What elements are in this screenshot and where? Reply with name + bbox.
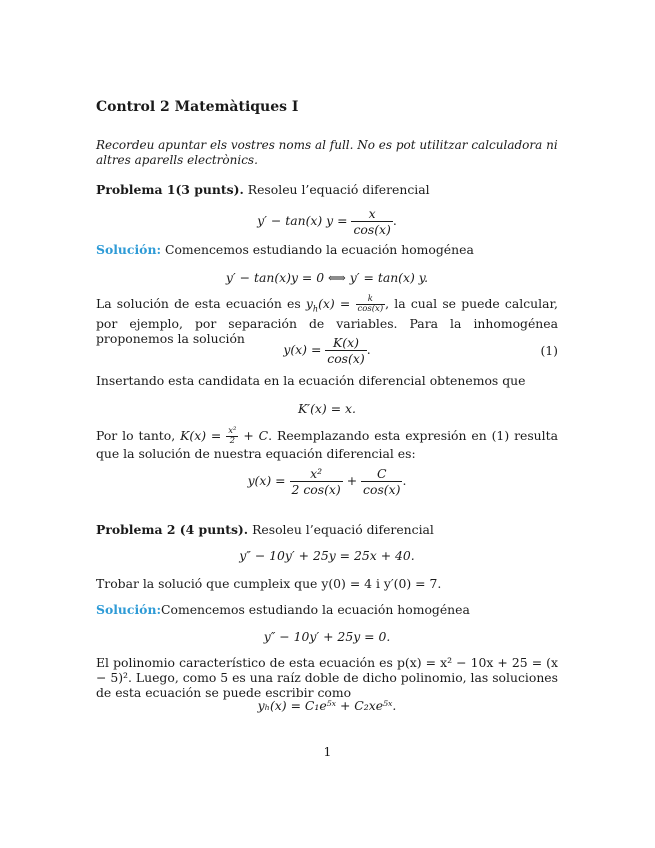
p1-k-num: x² — [228, 426, 237, 436]
p1-final-num1: x² — [310, 466, 323, 481]
problem1-final-solution: y(x) = $\frac{\text{x²}}{2 \cos(x)}$ + $\frac{C}{\cos(x)}$ . — [247, 466, 407, 497]
problem1-solution-text: Comencemos estudiando la ecuación homogénea — [164, 242, 474, 257]
p1-final-plus: + — [346, 473, 358, 488]
p1-k-lhs: K(x) = — [180, 428, 222, 443]
problem1-eq-fraction — [351, 206, 392, 237]
problem2-equation: y″ − 10y′ + 25y = 25x + 40. — [239, 548, 415, 563]
problem1-homogeneous-eq: y′ − tan(x)y = 0 ⟺ y′ = tan(x) y. — [225, 270, 429, 285]
p1-ansatz-num: K(x) — [333, 335, 359, 350]
problem1-heading: Problema 1(3 punts). — [96, 182, 244, 197]
problem1-eq-den: cos(x) — [353, 222, 391, 237]
p1-yh-num: k — [367, 294, 373, 304]
p1-final-fraction-1 — [290, 466, 343, 497]
problem2-paragraph-1: El polinomio característico de esta ecuación es p(x) = x² − 10x + 25 = (x − 5)². Luego, como 5 es una raíz doble de dicho polinomio, las soluciones de esta ecuación se puede escribir como — [96, 655, 558, 700]
p1-yh-den: cos(x) — [357, 304, 384, 314]
problem2-heading: Problema 2 (4 punts). — [96, 522, 249, 537]
problem1-statement — [96, 182, 558, 197]
p1-final-den2: cos(x) — [363, 482, 401, 497]
p1-k-den: 2 — [226, 436, 238, 446]
p1-final-num2: C — [377, 466, 387, 481]
p1-text1b: , la cual se puede calcular, por ejemplo, por separación de variables. Para la inhomogénea proponemos la solución — [96, 296, 558, 347]
problem1-text: Resoleu l’equació diferencial — [247, 182, 430, 197]
problem2-text: Resoleu l’equació diferencial — [252, 522, 434, 537]
problem1-paragraph-2: Insertando esta candidata en la ecuación diferencial obtenemos que — [96, 373, 526, 388]
p1-text3b: . Reemplazando esta expresión en (1) resulta que la solución de nuestra equación diferencial es: — [96, 428, 558, 461]
p1-final-den1: 2 cos(x) — [291, 482, 341, 497]
p1-k-rest: + C — [243, 428, 269, 443]
p1-yh-arg: (x) = — [318, 296, 351, 311]
p1-ansatz-fraction — [325, 335, 366, 366]
p1-equation-tag: (1) — [540, 343, 558, 358]
p1-ansatz-lhs: y(x) = — [283, 342, 322, 357]
problem1-eq-lhs: y′ − tan(x) y = — [257, 213, 348, 228]
problem1-equation: y′ − tan(x) y = $\frac{x}{\cos(x)}$ . — [257, 206, 397, 237]
problem1-solution-label: Solución: — [96, 242, 162, 257]
problem1-paragraph-3 — [96, 427, 558, 461]
problem2-solution-text: Comencemos estudiando la ecuación homogénea — [161, 602, 470, 617]
problem1-ansatz: y(x) = $\frac{K(x)}{\cos(x)}$ . — [283, 335, 371, 366]
problem2-solution-intro — [96, 602, 558, 617]
p1-final-lhs: y(x) = — [247, 473, 286, 488]
problem2-solution-label: Solución: — [96, 602, 162, 617]
intro-note: Recordeu apuntar els vostres noms al full. No es pot utilitzar calculadora ni altres aparells electrònics. — [96, 138, 558, 167]
problem1-solution-intro — [96, 242, 558, 257]
problem1-eq-num: x — [368, 206, 376, 221]
p1-text1a: La solución de esta ecuación es — [96, 296, 301, 311]
p1-yh-fraction — [356, 295, 386, 314]
problem2-statement — [96, 522, 558, 537]
problem2-general-solution: yₕ(x) = C₁e⁵ˣ + C₂xe⁵ˣ. — [257, 698, 397, 713]
page-number: 1 — [323, 744, 332, 759]
p1-text3a: Por lo tanto, — [96, 428, 176, 443]
p1-final-fraction-2 — [361, 466, 402, 497]
problem2-homogeneous-eq: y″ − 10y′ + 25y = 0. — [263, 629, 391, 644]
p1-ansatz-den: cos(x) — [327, 351, 365, 366]
problem1-kprime-eq: K′(x) = x. — [298, 401, 356, 416]
problem2-conditions: Trobar la solució que cumpleix que y(0) = 4 i y′(0) = 7. — [96, 576, 442, 591]
p1-yh-sub: h — [312, 304, 319, 314]
document-title: Control 2 Matemàtiques I — [96, 99, 299, 115]
p1-yh-lhs: y — [305, 296, 313, 311]
p1-k-fraction — [226, 427, 238, 446]
